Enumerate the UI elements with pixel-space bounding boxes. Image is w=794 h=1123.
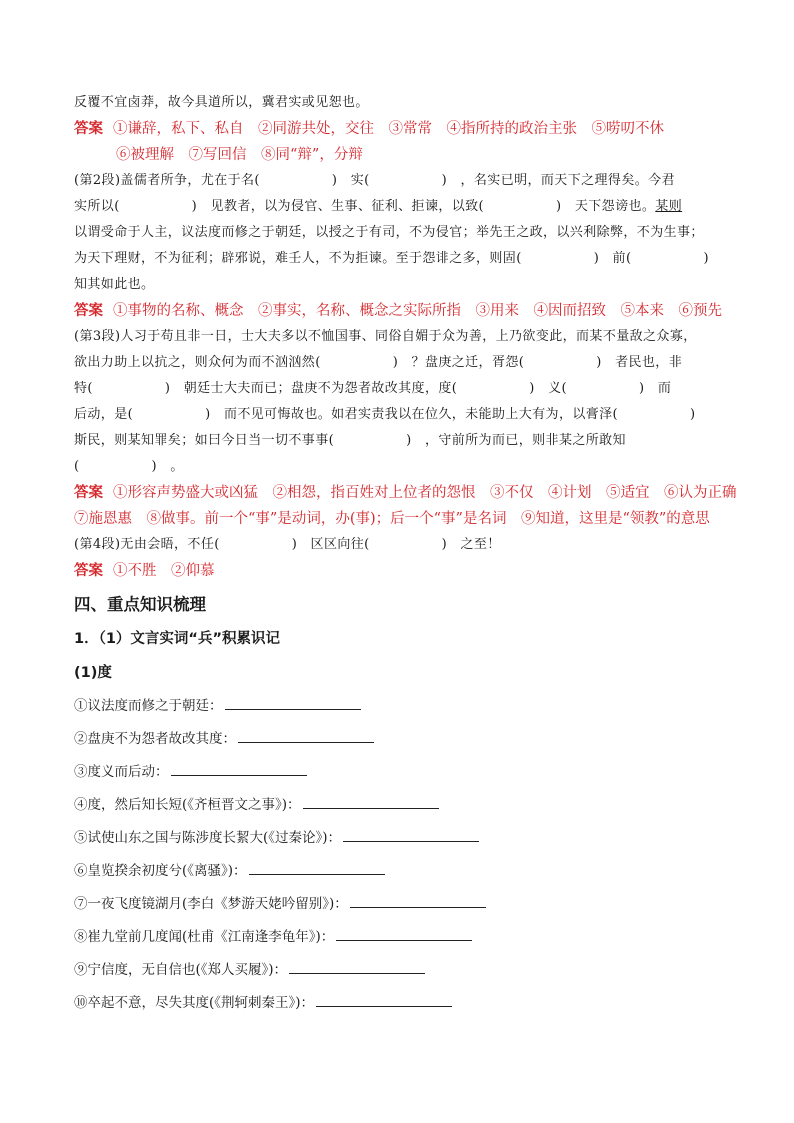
passage-text: ) 义( — [529, 381, 567, 396]
passage-line — [74, 532, 724, 558]
answer-text: ⑦施恩惠 ⑧做事。前一个“事”是动词，办(事)；后一个“事”是名词 ⑨知道，这里是“领教”的意思 — [74, 511, 710, 527]
question-item — [74, 855, 724, 888]
answer-block-3-cont — [74, 506, 724, 532]
passage-text: 以谓受命于人主，议法度而修之于朝廷，以授之于有司，不为侵官；举先王之政，以兴利除弊，不为生事； — [74, 225, 704, 240]
passage-line — [74, 376, 724, 402]
passage-text: (第4段)无由会晤，不任( — [74, 537, 220, 552]
passage-line — [74, 324, 724, 350]
passage-line — [74, 220, 724, 246]
question-text: ⑧崔九堂前几度闻(杜甫《江南逢李龟年》)： — [74, 929, 335, 945]
question-item — [74, 723, 724, 756]
document-page — [74, 90, 737, 1020]
passage-text: ) 而不见可悔故也。如君实责我以在位久，未能助上大有为，以膏泽( — [205, 407, 619, 422]
answer-tag: 答案 — [74, 484, 103, 501]
answer-text: ①形容声势盛大或凶猛 ②相怨，指百姓对上位者的怨恨 ③不仅 ④计划 ⑤适宜 ⑥认为正确 — [113, 485, 737, 501]
passage-text: ( — [74, 459, 80, 474]
passage-line — [74, 350, 724, 376]
passage-text: ) 区区向往( — [291, 537, 370, 552]
answer-input-line[interactable] — [238, 728, 374, 743]
passage-text: ) 天下怨谤也。 — [556, 199, 656, 214]
passage-text: ) 而 — [638, 381, 672, 396]
passage-text: ) 朝廷士大夫而已；盘庚不为怨者故改其度，度( — [164, 381, 458, 396]
answer-input-line[interactable] — [171, 761, 307, 776]
question-item — [74, 954, 724, 987]
question-item — [74, 789, 724, 822]
answer-block-4 — [74, 558, 724, 584]
passage-text: 反覆不宜卤莽，故今具道所以，冀君实或见恕也。 — [74, 95, 369, 110]
answer-block-1-cont — [74, 142, 724, 168]
question-text: ⑤试使山东之国与陈涉度长絜大(《过秦论》)： — [74, 830, 342, 846]
answer-tag: 答案 — [74, 120, 103, 137]
answer-text: ①事物的名称、概念 ②事实，名称、概念之实际所指 ③用来 ④因而招致 ⑤本来 ⑥预先 — [113, 303, 722, 319]
answer-text: ⑥被理解 ⑦写回信 ⑧同“辩”，分辩 — [116, 147, 363, 163]
question-item — [74, 921, 724, 954]
passage-text: 欲出力助上以抗之，则众何为而不汹汹然( — [74, 355, 321, 370]
answer-tag: 答案 — [74, 562, 103, 579]
question-item — [74, 822, 724, 855]
passage-line — [74, 402, 724, 428]
answer-text: ①不胜 ②仰慕 — [113, 563, 215, 579]
passage-text: (第3段)人习于苟且非一日，士大夫多以不恤国事、同俗自媚于众为善，上乃欲变此，而某不量敌之众寡， — [74, 329, 697, 344]
answer-input-line[interactable] — [336, 926, 472, 941]
passage-text: 特( — [74, 381, 93, 396]
passage-text: ) 见教者，以为侵官、生事、征利、拒谏，以致( — [191, 199, 485, 214]
question-text: ③度义而后动： — [74, 764, 169, 780]
passage-line — [74, 246, 724, 272]
passage-text: ) — [690, 407, 696, 422]
passage-text: ) 之至！ — [441, 537, 501, 552]
answer-block-3 — [74, 480, 737, 506]
underlined-text: 某则 — [655, 199, 683, 214]
passage-text: ) 实( — [331, 173, 370, 188]
passage-text: 为天下理财，不为征利；辟邪说，难壬人，不为拒谏。至于怨诽之多，则固( — [74, 251, 522, 266]
passage-text: ) ，守前所为而已，则非某之所敢知 — [406, 433, 626, 448]
answer-input-line[interactable] — [225, 695, 361, 710]
answer-input-line[interactable] — [316, 992, 452, 1007]
passage-line — [74, 90, 724, 116]
passage-text: 后动，是( — [74, 407, 134, 422]
question-text: ④度，然后知长短(《齐桓晋文之事》)： — [74, 797, 301, 813]
passage-text: ) 。 — [151, 459, 184, 474]
question-text: ②盘庚不为怨者故改其度： — [74, 731, 236, 747]
answer-block-1 — [74, 116, 724, 142]
passage-text: 斯民，则某知罪矣；如曰今日当一切不事事( — [74, 433, 335, 448]
passage-line — [74, 272, 724, 298]
question-item — [74, 690, 724, 723]
question-text: ①议法度而修之于朝廷： — [74, 698, 223, 714]
passage-text: 知其如此也。 — [74, 277, 155, 292]
passage-text: ) ，名实已明，而天下之理得矣。今君 — [441, 173, 675, 188]
answer-tag: 答案 — [74, 302, 103, 319]
answer-input-line[interactable] — [289, 959, 425, 974]
question-item — [74, 756, 724, 789]
subsection-title: 1．（1）文言实词“兵”积累识记 — [74, 631, 280, 647]
passage-line — [74, 168, 724, 194]
item-title: (1)度 — [74, 665, 112, 681]
question-list — [74, 690, 724, 1020]
question-item — [74, 987, 724, 1020]
passage-text: ) 者民也，非 — [596, 355, 683, 370]
answer-input-line[interactable] — [350, 893, 486, 908]
passage-text: 实所以( — [74, 199, 120, 214]
section-title: 四、重点知识梳理 — [74, 595, 206, 614]
question-text: ⑦一夜飞度镜湖月(李白《梦游天姥吟留别》)： — [74, 896, 348, 912]
question-text: ⑨宁信度，无自信也(《郑人买履》)： — [74, 962, 288, 978]
passage-text: ) 前( — [593, 251, 632, 266]
answer-input-line[interactable] — [343, 827, 479, 842]
question-text: ⑩卒起不意，尽失其度(《荆轲刺秦王》)： — [74, 995, 315, 1011]
passage-line — [74, 454, 724, 480]
answer-input-line[interactable] — [249, 860, 385, 875]
passage-text: (第2段)盖儒者所争，尤在于名( — [74, 173, 260, 188]
answer-text: ①谦辞，私下、私自 ②同游共处，交往 ③常常 ④指所持的政治主张 ⑤唠叨不休 — [113, 121, 664, 137]
passage-line — [74, 428, 724, 454]
passage-text: ) — [703, 251, 709, 266]
answer-input-line[interactable] — [303, 794, 439, 809]
passage-line — [74, 194, 724, 220]
question-item — [74, 888, 724, 921]
question-text: ⑥皇览揆余初度兮(《离骚》)： — [74, 863, 247, 879]
answer-block-2 — [74, 298, 724, 324]
passage-text: ) ？盘庚之迁，胥怨( — [392, 355, 525, 370]
